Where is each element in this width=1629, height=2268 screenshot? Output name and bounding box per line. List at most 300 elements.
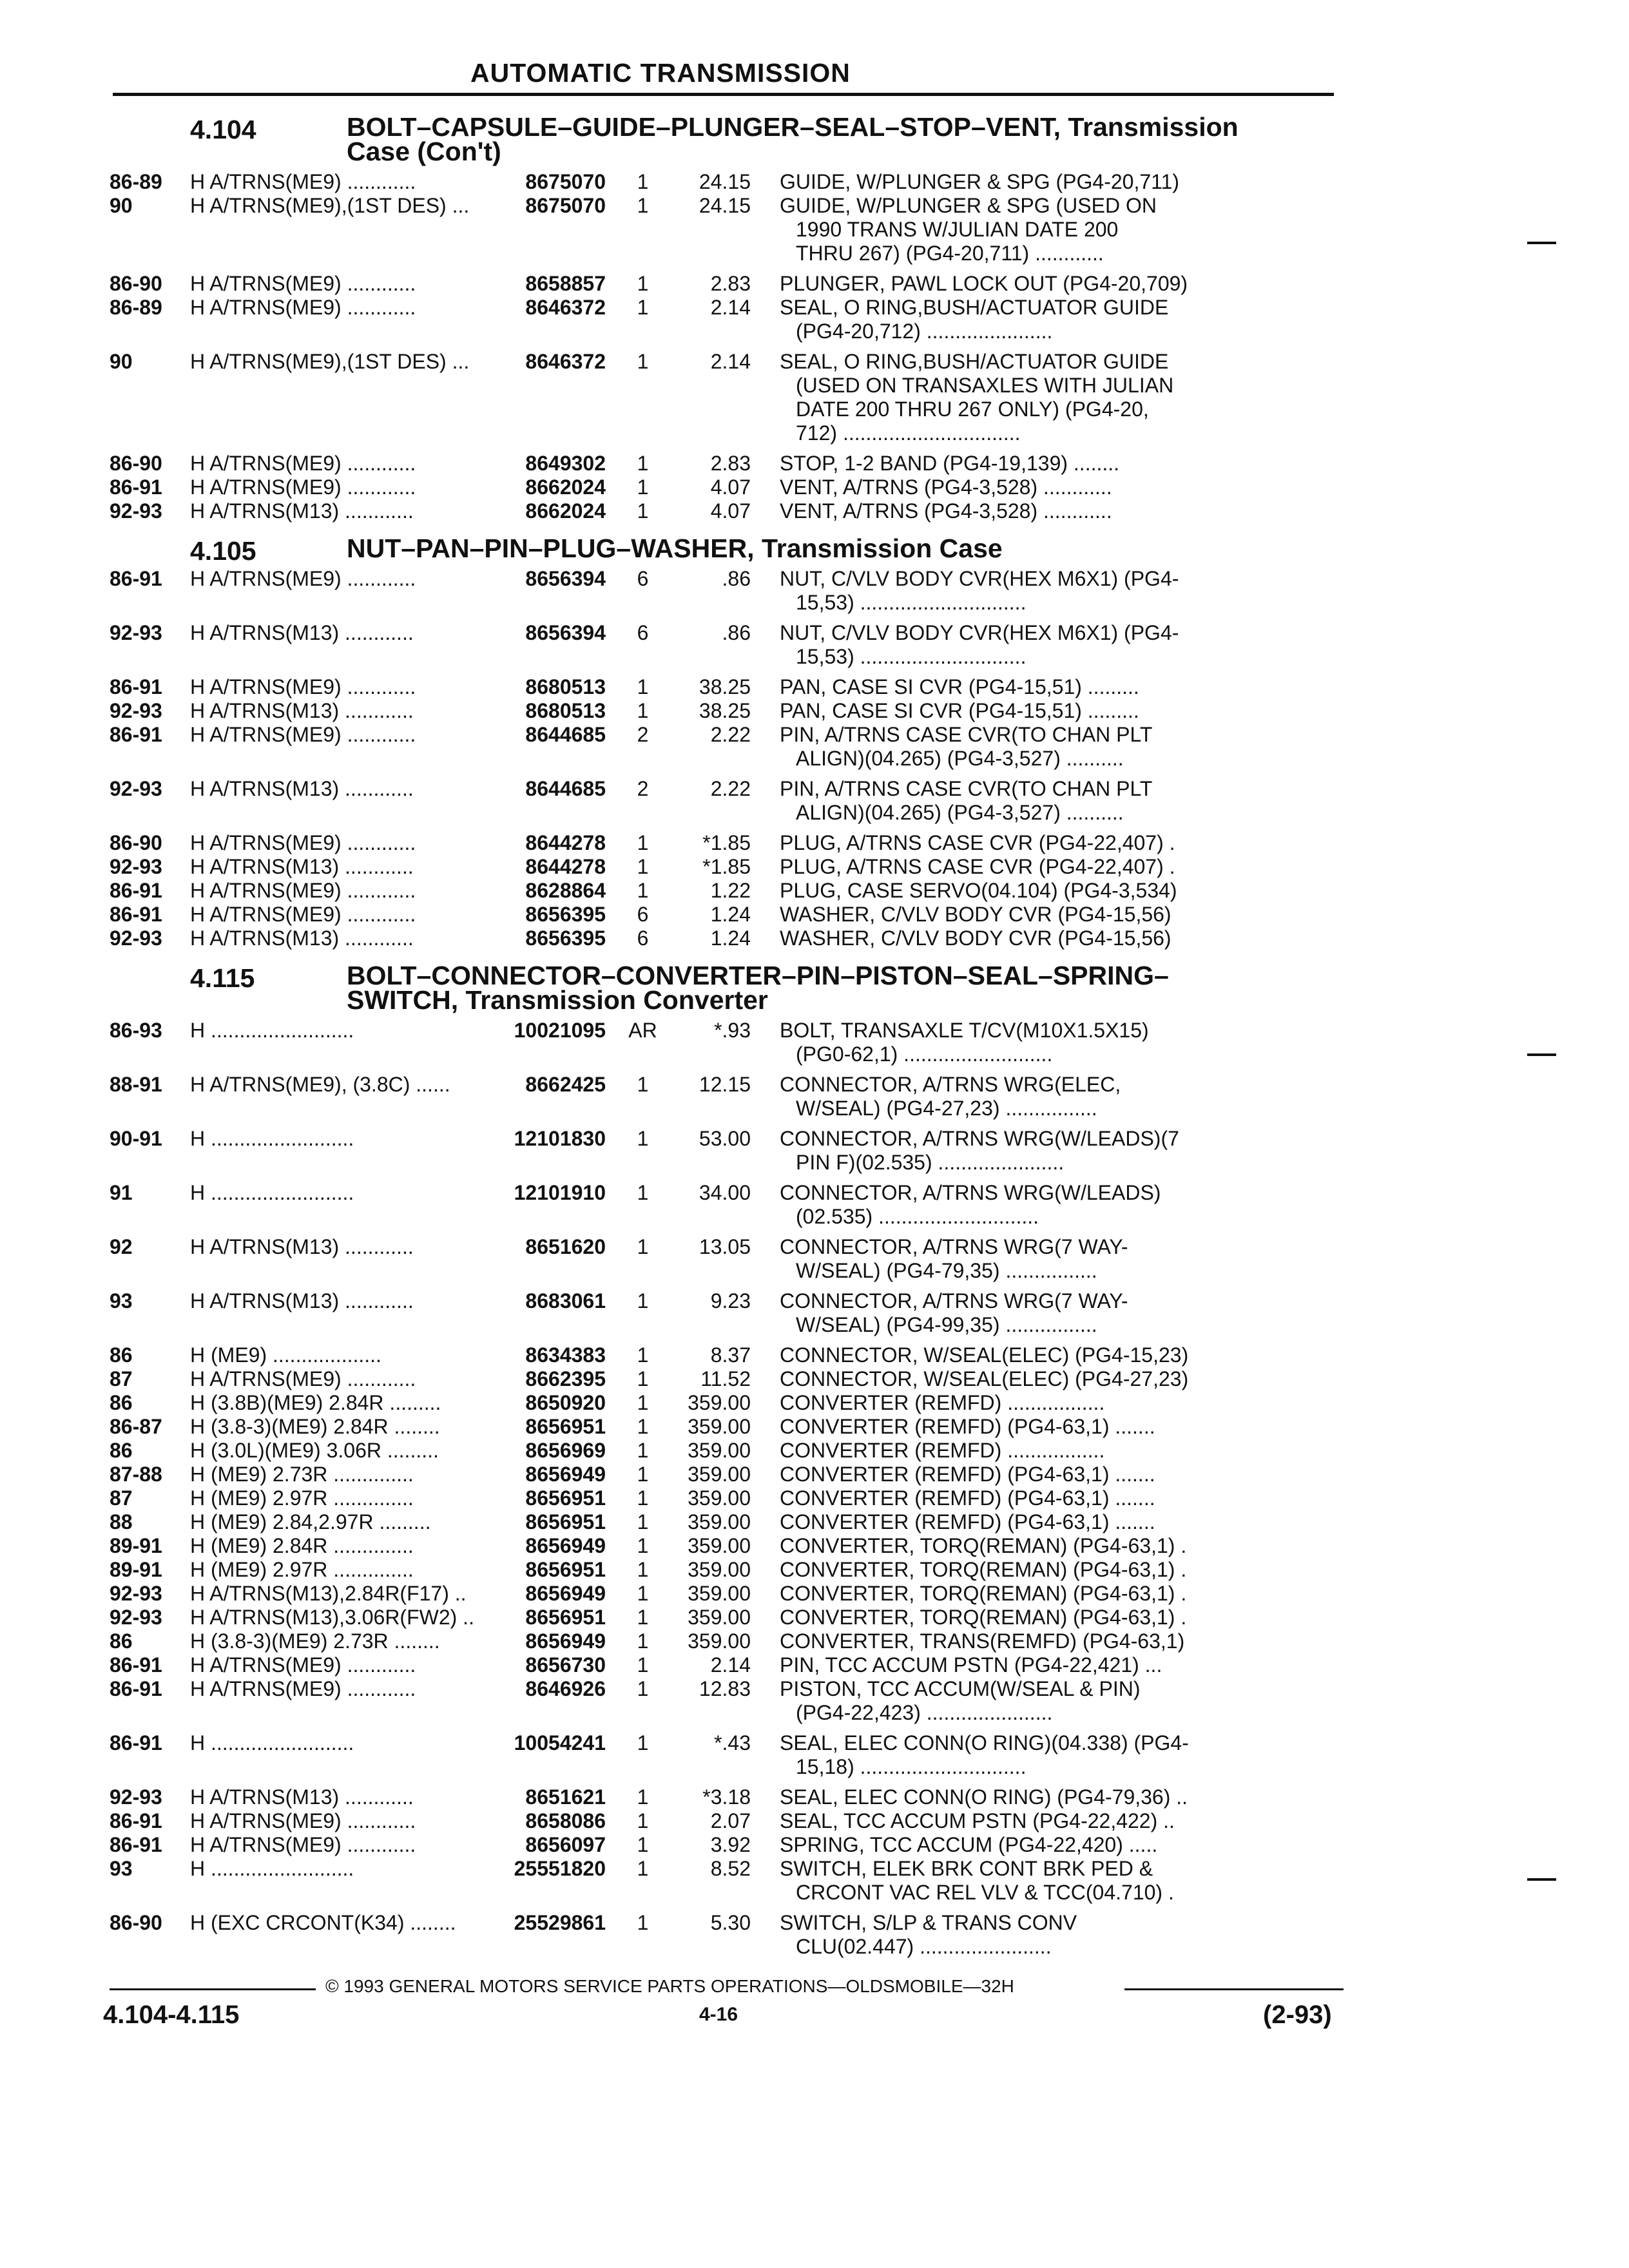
margin-mark	[1527, 1878, 1556, 1881]
part-number: 8656949	[525, 1629, 606, 1653]
description	[780, 1534, 1231, 1558]
description-line: PIN, TCC ACCUM PSTN (PG4-22,421) ...	[780, 1653, 1162, 1677]
description-line: CONNECTOR, A/TRNS WRG(7 WAY-	[780, 1289, 1128, 1312]
application: H A/TRNS(ME9) ............	[190, 170, 416, 193]
quantity: 1	[637, 194, 649, 217]
description	[780, 1833, 1231, 1857]
quantity: 6	[637, 927, 649, 950]
description	[780, 1629, 1231, 1653]
description-line: PIN, A/TRNS CASE CVR(TO CHAN PLT	[780, 723, 1153, 746]
part-row	[110, 1857, 1347, 1905]
part-row	[110, 1181, 1347, 1229]
description	[780, 1439, 1231, 1463]
model-years: 86	[110, 1629, 133, 1653]
part-number: 8680513	[525, 699, 606, 722]
application: H A/TRNS(ME9) ............	[190, 452, 416, 475]
section-title	[347, 112, 1347, 166]
description-line: CONVERTER, TRANS(REMFD) (PG4-63,1)	[780, 1629, 1185, 1653]
description-line: (USED ON TRANSAXLES WITH JULIAN	[796, 374, 1174, 397]
row-spacer	[110, 1283, 1347, 1289]
quantity: 1	[637, 1439, 649, 1462]
footer-copyright: © 1993 GENERAL MOTORS SERVICE PARTS OPERATIONS—OLDSMOBILE—32H	[325, 1976, 1014, 1996]
description-line: NUT, C/VLV BODY CVR(HEX M6X1) (PG4-	[780, 621, 1179, 644]
quantity: 1	[637, 476, 649, 499]
part-row	[110, 1367, 1347, 1391]
model-years: 86-90	[110, 452, 162, 475]
row-spacer	[110, 1337, 1347, 1343]
application: H (ME9) 2.97R ..............	[190, 1486, 414, 1510]
description-line: CONVERTER (REMFD) (PG4-63,1) .......	[780, 1510, 1155, 1533]
part-number: 8628864	[525, 879, 606, 902]
application: H A/TRNS(ME9) ............	[190, 1367, 416, 1390]
price: *1.85	[702, 855, 751, 878]
part-number: 12101910	[514, 1181, 606, 1204]
application: H (EXC CRCONT(K34) ........	[190, 1911, 456, 1934]
part-row	[110, 1486, 1347, 1510]
part-row	[110, 1731, 1347, 1779]
model-years: 92	[110, 1235, 133, 1258]
description	[780, 1289, 1231, 1337]
description	[780, 1391, 1231, 1415]
description-line: CONNECTOR, W/SEAL(ELEC) (PG4-15,23)	[780, 1343, 1189, 1367]
model-years: 89-91	[110, 1558, 162, 1581]
description	[780, 831, 1231, 855]
quantity: 6	[637, 621, 649, 644]
price: 359.00	[688, 1606, 751, 1629]
description-line: CONNECTOR, W/SEAL(ELEC) (PG4-27,23)	[780, 1367, 1189, 1390]
part-row	[110, 1833, 1347, 1857]
price: 53.00	[699, 1127, 751, 1150]
part-number: 8644278	[525, 831, 606, 854]
part-number: 8658857	[525, 272, 606, 295]
part-number: 8656394	[525, 621, 606, 644]
model-years: 93	[110, 1289, 133, 1312]
description-line: W/SEAL) (PG4-27,23) ................	[796, 1097, 1097, 1120]
quantity: 1	[637, 1809, 649, 1832]
description	[780, 1486, 1231, 1510]
application: H (3.8B)(ME9) 2.84R .........	[190, 1391, 441, 1414]
description	[780, 1073, 1231, 1120]
model-years: 86-91	[110, 1677, 162, 1700]
footer-section-range: 4.104-4.115	[103, 2001, 240, 2029]
part-number: 8656951	[525, 1558, 606, 1581]
model-years: 86-91	[110, 567, 162, 590]
part-row	[110, 1127, 1347, 1175]
quantity: 1	[637, 699, 649, 722]
quantity: 1	[637, 1629, 649, 1653]
quantity: 2	[637, 777, 649, 800]
description-line: CONNECTOR, A/TRNS WRG(ELEC,	[780, 1073, 1121, 1096]
section-number: 4.105	[190, 536, 256, 566]
price: 359.00	[688, 1486, 751, 1510]
description-line: 15,53) .............................	[796, 645, 1027, 668]
price: 1.24	[710, 903, 751, 926]
description-line: DATE 200 THRU 267 ONLY) (PG4-20,	[796, 398, 1149, 421]
description-line: CONVERTER (REMFD) (PG4-63,1) .......	[780, 1463, 1155, 1486]
application: H (ME9) 2.84R ..............	[190, 1534, 414, 1557]
section-title-line: BOLT–CONNECTOR–CONVERTER–PIN–PISTON–SEAL–SPRING–	[347, 961, 1169, 990]
description	[780, 1343, 1231, 1367]
header-rule	[113, 93, 1334, 96]
quantity: 1	[637, 1911, 649, 1934]
description	[780, 1415, 1231, 1439]
price: 2.14	[710, 350, 751, 373]
running-head: AUTOMATIC TRANSMISSION	[470, 58, 851, 88]
row-spacer	[110, 771, 1347, 777]
part-number: 12101830	[514, 1127, 606, 1150]
description-line: ALIGN)(04.265) (PG4-3,527) ..........	[796, 801, 1124, 824]
description-line: 15,18) .............................	[796, 1755, 1027, 1778]
price: 38.25	[699, 699, 751, 722]
part-number: 8683061	[525, 1289, 606, 1312]
description	[780, 927, 1231, 950]
price: 12.83	[699, 1677, 751, 1700]
part-row	[110, 855, 1347, 879]
description-line: CONVERTER, TORQ(REMAN) (PG4-63,1) .	[780, 1606, 1187, 1629]
quantity: 1	[637, 1510, 649, 1533]
application: H .........................	[190, 1019, 354, 1042]
description-line: SWITCH, ELEK BRK CONT BRK PED &	[780, 1857, 1153, 1880]
description-line: (PG4-20,712) ......................	[796, 320, 1053, 343]
description	[780, 1677, 1231, 1725]
price: 359.00	[688, 1415, 751, 1438]
footer-rule-right	[1124, 1988, 1344, 1990]
model-years: 86-93	[110, 1019, 162, 1042]
row-spacer	[110, 1959, 1347, 1965]
price: .86	[722, 621, 751, 644]
part-number: 8644685	[525, 723, 606, 746]
description-line: CONVERTER, TORQ(REMAN) (PG4-63,1) .	[780, 1558, 1187, 1581]
part-number: 8658086	[525, 1809, 606, 1832]
price: 359.00	[688, 1510, 751, 1533]
model-years: 93	[110, 1857, 133, 1880]
description	[780, 1367, 1231, 1391]
price: 12.15	[699, 1073, 751, 1096]
part-row	[110, 567, 1347, 615]
price: 1.24	[710, 927, 751, 950]
part-number: 8656951	[525, 1486, 606, 1510]
price: 5.30	[710, 1911, 751, 1934]
part-row	[110, 1809, 1347, 1833]
part-number: 8656097	[525, 1833, 606, 1856]
description-line: PLUG, CASE SERVO(04.104) (PG4-3,534)	[780, 879, 1177, 902]
part-number: 8656395	[525, 903, 606, 926]
model-years: 92-93	[110, 777, 162, 800]
application: H A/TRNS(ME9) ............	[190, 272, 416, 295]
description	[780, 499, 1231, 523]
description-line: CLU(02.447) .......................	[796, 1935, 1052, 1958]
row-spacer	[110, 669, 1347, 675]
price: 359.00	[688, 1582, 751, 1605]
part-row	[110, 1289, 1347, 1337]
quantity: 1	[637, 1073, 649, 1096]
description-line: W/SEAL) (PG4-99,35) ................	[796, 1313, 1097, 1336]
model-years: 92-93	[110, 1785, 162, 1809]
quantity: 1	[637, 452, 649, 475]
part-number: 25529861	[514, 1911, 606, 1934]
part-number: 8650920	[525, 1391, 606, 1414]
part-number: 8680513	[525, 675, 606, 698]
section-heading	[110, 533, 1347, 566]
part-row	[110, 1582, 1347, 1606]
row-spacer	[110, 265, 1347, 272]
application: H A/TRNS(M13),3.06R(FW2) ..	[190, 1606, 474, 1629]
description	[780, 1731, 1231, 1779]
model-years: 86-90	[110, 272, 162, 295]
part-row	[110, 903, 1347, 927]
model-years: 92-93	[110, 699, 162, 722]
quantity: 1	[637, 499, 649, 523]
row-spacer	[110, 1725, 1347, 1731]
application: H A/TRNS(ME9) ............	[190, 296, 416, 319]
footer-date: (2-93)	[1263, 2001, 1332, 2029]
part-number: 8634383	[525, 1343, 606, 1367]
quantity: 1	[637, 1289, 649, 1312]
price: 359.00	[688, 1629, 751, 1653]
description-line: 712) ...............................	[796, 421, 1021, 445]
section-title-line: BOLT–CAPSULE–GUIDE–PLUNGER–SEAL–STOP–VENT, Transmission	[347, 112, 1239, 142]
model-years: 86-91	[110, 476, 162, 499]
part-row	[110, 170, 1347, 194]
application: H A/TRNS(M13) ............	[190, 927, 414, 950]
quantity: 1	[637, 1343, 649, 1367]
part-row	[110, 1019, 1347, 1066]
quantity: 1	[637, 1833, 649, 1856]
model-years: 88	[110, 1510, 133, 1533]
description-line: GUIDE, W/PLUNGER & SPG (USED ON	[780, 194, 1157, 217]
model-years: 90-91	[110, 1127, 162, 1150]
part-row	[110, 927, 1347, 950]
part-number: 8644278	[525, 855, 606, 878]
description	[780, 1809, 1231, 1833]
part-number: 8656395	[525, 927, 606, 950]
application: H A/TRNS(M13) ............	[190, 499, 414, 523]
application: H A/TRNS(ME9) ............	[190, 879, 416, 902]
part-row	[110, 699, 1347, 723]
quantity: AR	[628, 1019, 657, 1042]
description-line: PLUG, A/TRNS CASE CVR (PG4-22,407) .	[780, 831, 1175, 854]
description-line: SEAL, O RING,BUSH/ACTUATOR GUIDE	[780, 296, 1169, 319]
description-line: SWITCH, S/LP & TRANS CONV	[780, 1911, 1077, 1934]
quantity: 1	[637, 1534, 649, 1557]
part-number: 8662395	[525, 1367, 606, 1390]
part-number: 8675070	[525, 170, 606, 193]
application: H (3.0L)(ME9) 3.06R .........	[190, 1439, 439, 1462]
part-number: 8651621	[525, 1785, 606, 1809]
part-number: 8656951	[525, 1510, 606, 1533]
model-years: 86	[110, 1343, 133, 1367]
price: 2.83	[710, 452, 751, 475]
margin-mark	[1527, 242, 1556, 244]
model-years: 86-91	[110, 723, 162, 746]
description	[780, 194, 1231, 265]
section-heading	[110, 961, 1347, 1015]
model-years: 88-91	[110, 1073, 162, 1096]
quantity: 1	[637, 1558, 649, 1581]
footer-rule-left	[110, 1988, 316, 1990]
price: 9.23	[710, 1289, 751, 1312]
row-spacer	[110, 615, 1347, 621]
description-line: (PG4-22,423) ......................	[796, 1701, 1053, 1724]
description-line: PLUNGER, PAWL LOCK OUT (PG4-20,709)	[780, 272, 1188, 295]
model-years: 90	[110, 194, 133, 217]
row-spacer	[110, 825, 1347, 831]
price: 359.00	[688, 1558, 751, 1581]
model-years: 86-91	[110, 1833, 162, 1856]
part-number: 8646372	[525, 296, 606, 319]
part-row	[110, 1629, 1347, 1653]
application: H A/TRNS(M13) ............	[190, 621, 414, 644]
quantity: 1	[637, 1731, 649, 1754]
price: 34.00	[699, 1181, 751, 1204]
part-row	[110, 1463, 1347, 1486]
row-spacer	[110, 1229, 1347, 1235]
description-line: 1990 TRANS W/JULIAN DATE 200	[796, 218, 1119, 241]
part-row	[110, 272, 1347, 296]
description	[780, 567, 1231, 615]
part-row	[110, 1606, 1347, 1629]
description-line: CONVERTER (REMFD) .................	[780, 1391, 1105, 1414]
description	[780, 350, 1231, 445]
description-line: CONVERTER (REMFD) (PG4-63,1) .......	[780, 1486, 1155, 1510]
part-number: 8675070	[525, 194, 606, 217]
description	[780, 1558, 1231, 1582]
part-row	[110, 350, 1347, 445]
price: 8.52	[710, 1857, 751, 1880]
application: H A/TRNS(ME9) ............	[190, 1809, 416, 1832]
model-years: 86-89	[110, 296, 162, 319]
quantity: 1	[637, 1677, 649, 1700]
description-line: CONVERTER (REMFD) (PG4-63,1) .......	[780, 1415, 1155, 1438]
application: H A/TRNS(ME9) ............	[190, 1833, 416, 1856]
description	[780, 1582, 1231, 1606]
price: 359.00	[688, 1391, 751, 1414]
quantity: 1	[637, 1391, 649, 1414]
row-spacer	[110, 1905, 1347, 1911]
row-spacer	[110, 343, 1347, 350]
part-number: 8656949	[525, 1463, 606, 1486]
application: H A/TRNS(ME9) ............	[190, 1677, 416, 1700]
part-row	[110, 476, 1347, 499]
application: H A/TRNS(ME9) ............	[190, 903, 416, 926]
part-row	[110, 1073, 1347, 1120]
description	[780, 1181, 1231, 1229]
part-row	[110, 1415, 1347, 1439]
application: H .........................	[190, 1731, 354, 1754]
application: H (3.8-3)(ME9) 2.84R ........	[190, 1415, 440, 1438]
section-title-line: SWITCH, Transmission Converter	[347, 985, 768, 1015]
model-years: 86	[110, 1391, 133, 1414]
application: H (ME9) 2.97R ..............	[190, 1558, 414, 1581]
model-years: 86-91	[110, 1809, 162, 1832]
part-number: 8656394	[525, 567, 606, 590]
section-title-line: Case (Con't)	[347, 137, 501, 166]
description-line: PISTON, TCC ACCUM(W/SEAL & PIN)	[780, 1677, 1141, 1700]
part-number: 8656969	[525, 1439, 606, 1462]
description-line: (02.535) ............................	[796, 1205, 1039, 1228]
section-title-line: NUT–PAN–PIN–PLUG–WASHER, Transmission Case	[347, 533, 1003, 563]
part-row	[110, 675, 1347, 699]
part-number: 8651620	[525, 1235, 606, 1258]
price: 2.22	[710, 777, 751, 800]
price: *1.85	[702, 831, 751, 854]
part-number: 8646926	[525, 1677, 606, 1700]
part-row	[110, 1235, 1347, 1283]
description-line: SEAL, ELEC CONN(O RING)(04.338) (PG4-	[780, 1731, 1189, 1754]
price: 8.37	[710, 1343, 751, 1367]
description	[780, 1911, 1231, 1959]
model-years: 86-90	[110, 831, 162, 854]
model-years: 86-87	[110, 1415, 162, 1438]
price: 2.22	[710, 723, 751, 746]
part-row	[110, 1911, 1347, 1959]
part-row	[110, 1677, 1347, 1725]
model-years: 92-93	[110, 927, 162, 950]
model-years: 86-89	[110, 170, 162, 193]
model-years: 86-91	[110, 1653, 162, 1677]
part-row	[110, 1653, 1347, 1677]
model-years: 92-93	[110, 1606, 162, 1629]
description-line: ALIGN)(04.265) (PG4-3,527) ..........	[796, 747, 1124, 770]
quantity: 2	[637, 723, 649, 746]
quantity: 1	[637, 350, 649, 373]
description	[780, 903, 1231, 927]
quantity: 1	[637, 831, 649, 854]
part-number: 8662024	[525, 499, 606, 523]
part-number: 8662425	[525, 1073, 606, 1096]
section-number: 4.115	[190, 963, 255, 993]
price: 359.00	[688, 1463, 751, 1486]
part-row	[110, 194, 1347, 265]
part-row	[110, 1391, 1347, 1415]
part-row	[110, 1439, 1347, 1463]
description	[780, 675, 1231, 699]
description	[780, 699, 1231, 723]
part-row	[110, 499, 1347, 523]
description-line: PLUG, A/TRNS CASE CVR (PG4-22,407) .	[780, 855, 1175, 878]
price: 359.00	[688, 1534, 751, 1557]
model-years: 87	[110, 1367, 133, 1390]
application: H (ME9) ...................	[190, 1343, 381, 1367]
application: H A/TRNS(ME9),(1ST DES) ...	[190, 350, 470, 373]
application: H A/TRNS(ME9), (3.8C) ......	[190, 1073, 450, 1096]
part-number: 8644685	[525, 777, 606, 800]
footer-page-number: 4-16	[699, 2004, 738, 2025]
description-line: WASHER, C/VLV BODY CVR (PG4-15,56)	[780, 927, 1171, 950]
description-line: CONVERTER, TORQ(REMAN) (PG4-63,1) .	[780, 1582, 1187, 1605]
description-line: SEAL, ELEC CONN(O RING) (PG4-79,36) ..	[780, 1785, 1188, 1809]
model-years: 86-91	[110, 879, 162, 902]
description	[780, 272, 1231, 296]
part-row	[110, 621, 1347, 669]
quantity: 1	[637, 1235, 649, 1258]
description	[780, 1785, 1231, 1809]
part-row	[110, 1785, 1347, 1809]
description	[780, 1235, 1231, 1283]
quantity: 1	[637, 1367, 649, 1390]
price: 11.52	[700, 1367, 751, 1390]
description	[780, 621, 1231, 669]
application: H A/TRNS(ME9) ............	[190, 567, 416, 590]
price: 3.92	[710, 1833, 751, 1856]
price: 2.83	[710, 272, 751, 295]
section-title	[347, 961, 1347, 1015]
price: 2.14	[710, 1653, 751, 1677]
part-row	[110, 452, 1347, 476]
row-spacer	[110, 1175, 1347, 1181]
application: H (3.8-3)(ME9) 2.73R ........	[190, 1629, 440, 1653]
part-number: 8656951	[525, 1415, 606, 1438]
